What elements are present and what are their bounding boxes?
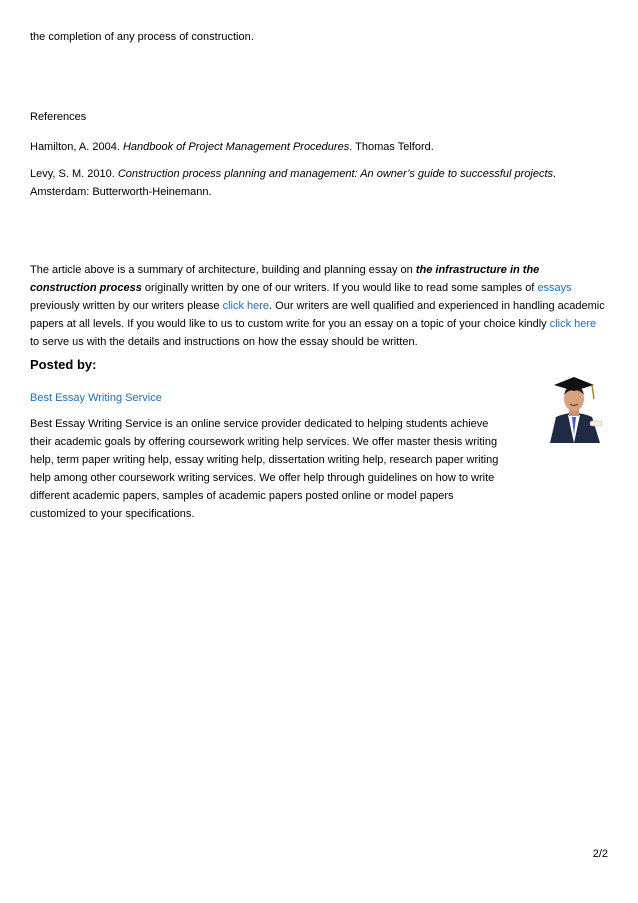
reference-item: [30, 138, 608, 156]
reference-publisher: . Amsterdam: Butterworth-Heinemann.: [30, 168, 557, 198]
author-bio-text: Best Essay Writing Service is an online service provider dedicated to helping students achieve their academic goals by offering coursework writing help services. We offer master thesis writing help, term paper writing help, essay writing help, dissertation writing help, research paper writing help among other coursework writing services. We offer help through guidelines on how to write different academic papers, samples of academic papers posted online or model papers customized to your specifications.: [30, 418, 499, 520]
summary-paragraph: The article above is a summary of architecture, building and planning essay on the infrastructure in the construction process originally written by one of our writers. If you would like to read some samples of essays previously written by our writers please click here. Our writers are well qualified and experienced in handling academic papers at all levels. If you would like to us to custom write for you an essay on a topic of your choice kindly click here to serve us with the details and instructions on how the essay should be written.: [30, 264, 605, 348]
reference-author: Hamilton, A. 2004.: [30, 141, 120, 153]
reference-title: Construction process planning and management: An owner’s guide to successful projects: [117, 168, 554, 180]
reference-publisher: . Thomas Telford.: [349, 141, 434, 153]
essays-link[interactable]: essays: [537, 282, 572, 294]
reference-item: [30, 165, 608, 201]
author-bio: [30, 415, 608, 523]
click-here-samples-link[interactable]: click here: [222, 300, 270, 312]
author-link[interactable]: Best Essay Writing Service: [30, 392, 162, 404]
intro-paragraph: the completion of any process of construction.: [30, 31, 254, 43]
reference-author: Levy, S. M. 2010.: [30, 168, 115, 180]
page-number: 2/2: [592, 848, 608, 860]
posted-by-heading: Posted by:: [30, 357, 97, 372]
references-heading: References: [30, 111, 87, 123]
author-link-row: [30, 389, 608, 407]
reference-title: Handbook of Project Management Procedures: [122, 141, 350, 153]
click-here-order-link[interactable]: click here: [549, 318, 597, 330]
essay-topic: the infrastructure in the construction process: [30, 264, 540, 294]
